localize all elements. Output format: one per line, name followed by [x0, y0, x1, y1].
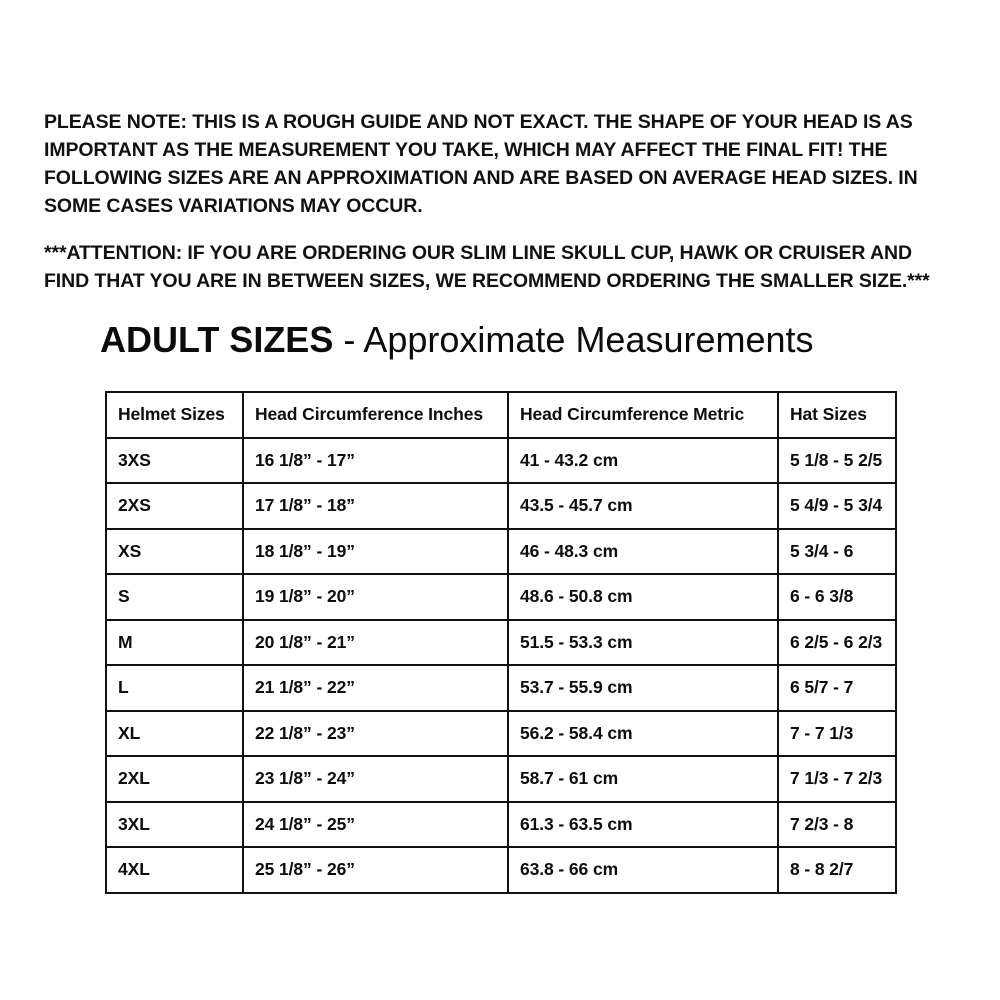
cell-metric: 58.7 - 61 cm — [508, 756, 778, 802]
page-title-emphasis: ADULT SIZES — [100, 319, 334, 360]
cell-helmet-size: 2XL — [106, 756, 243, 802]
note-paragraph-1: PLEASE NOTE: THIS IS A ROUGH GUIDE AND NOT EXACT. THE SHAPE OF YOUR HEAD IS AS IMPORTANT AS THE MEASUREMENT YOU TAKE, WHICH MAY AFFECT THE FINAL FIT! THE FOLLOWING SIZES ARE AN APPROXIMATION AND ARE BASED ON AVERAGE HEAD SIZES. IN SOME CASES VARIATIONS MAY OCCUR. — [44, 111, 918, 217]
cell-hat-size: 7 - 7 1/3 — [778, 711, 896, 757]
cell-inches: 24 1/8” - 25” — [243, 802, 508, 848]
cell-inches: 21 1/8” - 22” — [243, 665, 508, 711]
page-title — [100, 318, 960, 362]
cell-metric: 56.2 - 58.4 cm — [508, 711, 778, 757]
cell-hat-size: 7 1/3 - 7 2/3 — [778, 756, 896, 802]
size-table — [105, 391, 897, 894]
cell-inches: 17 1/8” - 18” — [243, 483, 508, 529]
cell-hat-size: 7 2/3 - 8 — [778, 802, 896, 848]
table-row — [106, 529, 896, 575]
cell-helmet-size: L — [106, 665, 243, 711]
cell-metric: 41 - 43.2 cm — [508, 438, 778, 484]
column-header-head-circumference-inches: Head Circumference Inches — [243, 392, 508, 438]
cell-hat-size: 5 4/9 - 5 3/4 — [778, 483, 896, 529]
size-table-container — [105, 391, 895, 894]
cell-inches: 25 1/8” - 26” — [243, 847, 508, 893]
cell-inches: 22 1/8” - 23” — [243, 711, 508, 757]
cell-hat-size: 6 2/5 - 6 2/3 — [778, 620, 896, 666]
cell-metric: 51.5 - 53.3 cm — [508, 620, 778, 666]
table-row — [106, 756, 896, 802]
column-header-helmet-sizes: Helmet Sizes — [106, 392, 243, 438]
cell-metric: 61.3 - 63.5 cm — [508, 802, 778, 848]
table-row — [106, 847, 896, 893]
cell-helmet-size: S — [106, 574, 243, 620]
note-paragraph-2: ***ATTENTION: IF YOU ARE ORDERING OUR SLIM LINE SKULL CUP, HAWK OR CRUISER AND FIND THAT YOU ARE IN BETWEEN SIZES, WE RECOMMEND ORDERING THE SMALLER SIZE.*** — [44, 242, 930, 292]
table-row — [106, 483, 896, 529]
page-title-rest: - Approximate Measurements — [333, 319, 814, 360]
table-row — [106, 438, 896, 484]
table-row — [106, 574, 896, 620]
cell-helmet-size: 3XL — [106, 802, 243, 848]
table-row — [106, 620, 896, 666]
cell-hat-size: 6 - 6 3/8 — [778, 574, 896, 620]
cell-helmet-size: M — [106, 620, 243, 666]
cell-metric: 63.8 - 66 cm — [508, 847, 778, 893]
column-header-hat-sizes: Hat Sizes — [778, 392, 896, 438]
cell-inches: 19 1/8” - 20” — [243, 574, 508, 620]
cell-inches: 18 1/8” - 19” — [243, 529, 508, 575]
table-row — [106, 711, 896, 757]
cell-helmet-size: 4XL — [106, 847, 243, 893]
column-header-head-circumference-metric: Head Circumference Metric — [508, 392, 778, 438]
cell-metric: 43.5 - 45.7 cm — [508, 483, 778, 529]
cell-metric: 46 - 48.3 cm — [508, 529, 778, 575]
table-row — [106, 802, 896, 848]
cell-hat-size: 5 3/4 - 6 — [778, 529, 896, 575]
table-header-row — [106, 392, 896, 438]
table-row — [106, 665, 896, 711]
cell-hat-size: 5 1/8 - 5 2/5 — [778, 438, 896, 484]
cell-inches: 16 1/8” - 17” — [243, 438, 508, 484]
cell-metric: 53.7 - 55.9 cm — [508, 665, 778, 711]
notes-block — [44, 108, 956, 295]
cell-hat-size: 8 - 8 2/7 — [778, 847, 896, 893]
cell-metric: 48.6 - 50.8 cm — [508, 574, 778, 620]
cell-helmet-size: XL — [106, 711, 243, 757]
cell-inches: 23 1/8” - 24” — [243, 756, 508, 802]
cell-helmet-size: 2XS — [106, 483, 243, 529]
cell-helmet-size: 3XS — [106, 438, 243, 484]
cell-hat-size: 6 5/7 - 7 — [778, 665, 896, 711]
cell-inches: 20 1/8” - 21” — [243, 620, 508, 666]
cell-helmet-size: XS — [106, 529, 243, 575]
